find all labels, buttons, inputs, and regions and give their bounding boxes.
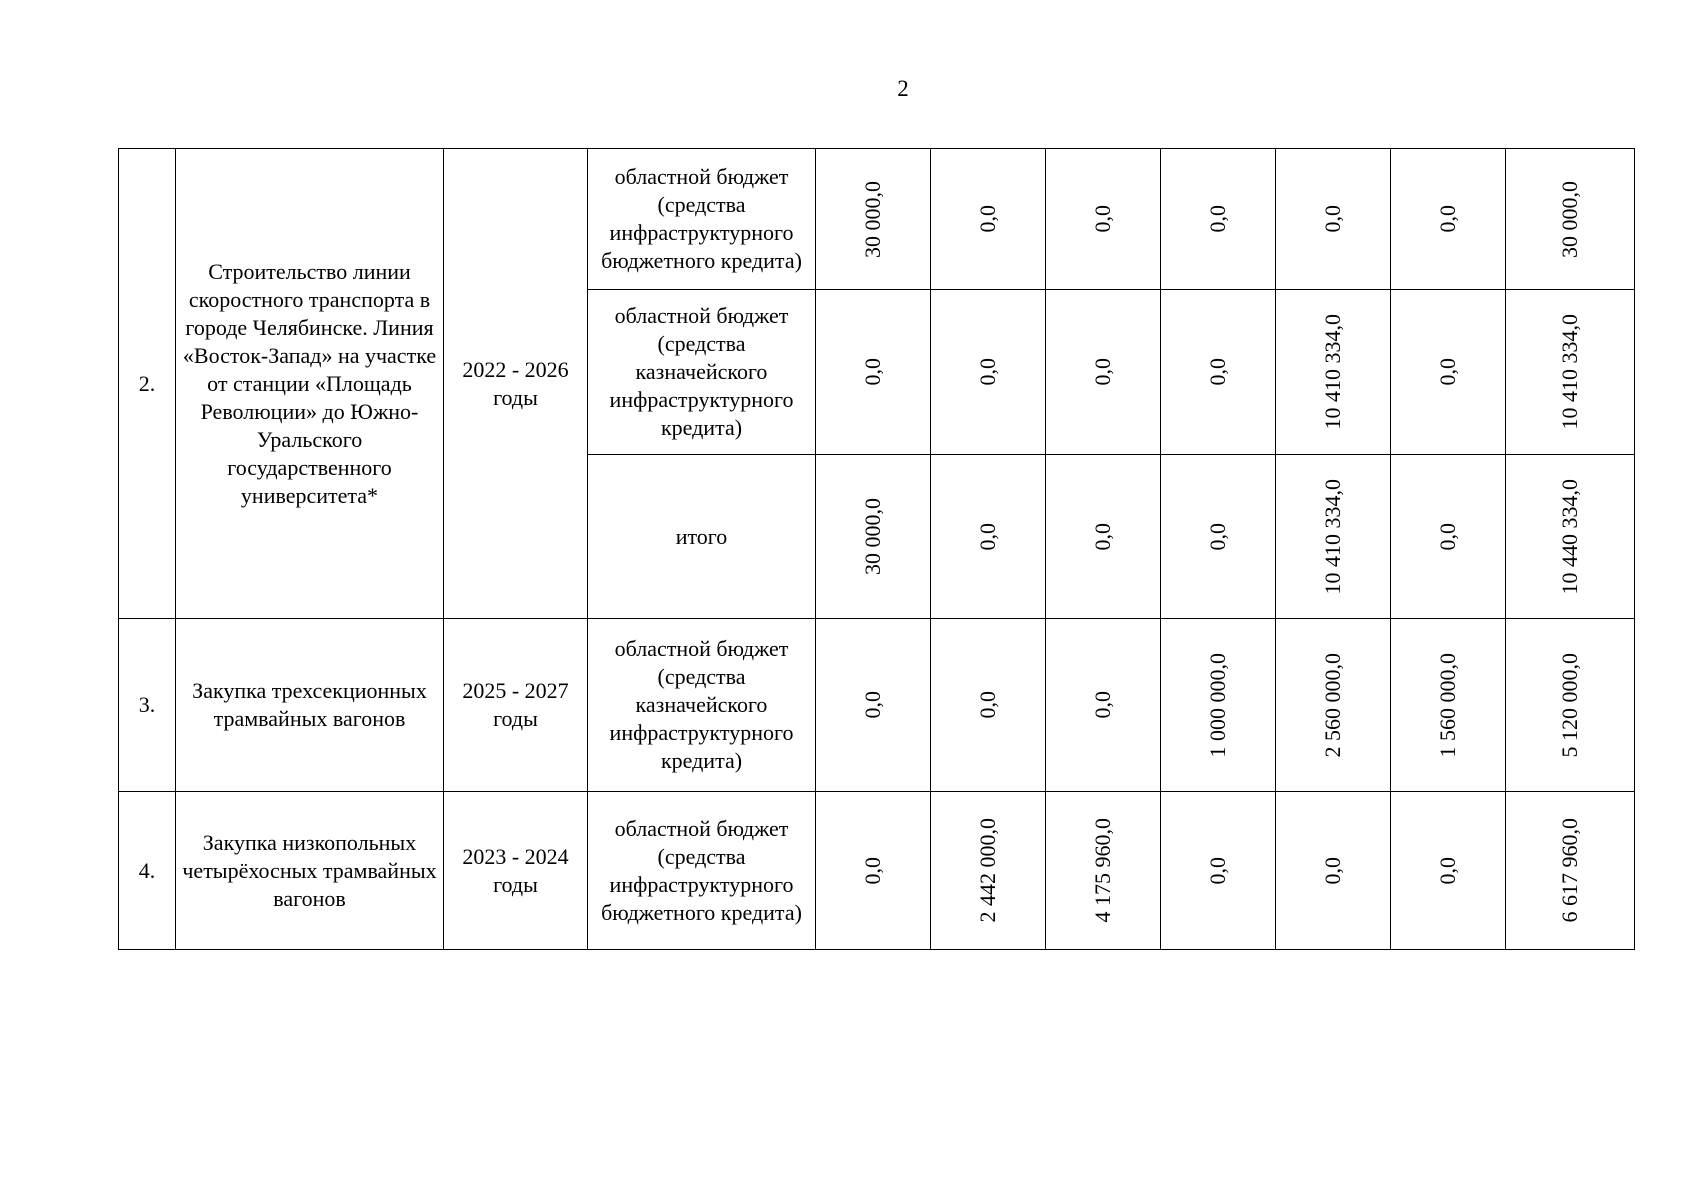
period <box>444 619 588 792</box>
value-text: 0,0 <box>1090 205 1115 233</box>
value-text: 0,0 <box>1435 856 1460 885</box>
project-name-text: Строительство линии скоростного транспорта в городе Челябинске. Линия «Восток-Запад» на участке от станции «Площадь Революции» до Южно-Уральского государственного университета* <box>182 258 437 508</box>
total-text: 6 617 960,0 <box>1557 818 1582 923</box>
value-cell <box>1161 290 1276 455</box>
table-row <box>119 619 1635 792</box>
value-text: 1 000 000,0 <box>1205 652 1230 758</box>
value-text: 0,0 <box>1435 522 1460 551</box>
period-text: 2023 - 2024 годы <box>462 843 569 897</box>
value-text: 0,0 <box>975 205 1000 233</box>
value-text: 10 410 334,0 <box>1320 478 1345 595</box>
project-name <box>176 619 444 792</box>
period-text: 2025 - 2027 годы <box>462 678 569 731</box>
row-number: 2. <box>119 149 176 619</box>
value-cell <box>816 149 931 290</box>
value-cell <box>931 290 1046 455</box>
value-cell <box>816 455 931 619</box>
value-text: 0,0 <box>975 522 1000 551</box>
funding-source <box>588 792 816 950</box>
total-cell <box>1506 455 1635 619</box>
row-number: 3. <box>119 619 176 792</box>
value-text: 0,0 <box>860 691 885 719</box>
funding-source-text: областной бюджет (средства инфраструктурного бюджетного кредита) <box>601 164 802 273</box>
value-cell <box>1391 455 1506 619</box>
value-cell <box>931 455 1046 619</box>
table-row <box>119 149 1635 290</box>
total-text: 30 000,0 <box>1557 180 1582 258</box>
page-number: 2 <box>897 76 909 101</box>
total-cell <box>1506 619 1635 792</box>
value-text: 0,0 <box>975 691 1000 719</box>
total-cell <box>1506 149 1635 290</box>
project-name-text: Закупка низкопольных четырёхосных трамвайных вагонов <box>182 829 437 911</box>
table-row <box>119 792 1635 950</box>
value-text: 0,0 <box>975 358 1000 386</box>
value-cell <box>1276 149 1391 290</box>
project-name-text: Закупка трехсекционных трамвайных вагонов <box>192 678 427 731</box>
value-cell <box>1046 149 1161 290</box>
value-cell <box>931 792 1046 950</box>
value-cell <box>1161 149 1276 290</box>
value-text: 0,0 <box>1205 522 1230 551</box>
total-text: 5 120 000,0 <box>1557 652 1582 758</box>
funding-source <box>588 149 816 290</box>
funding-source-text: областной бюджет (средства казначейского инфраструктурного кредита) <box>609 636 794 773</box>
value-text: 2 560 000,0 <box>1320 652 1345 758</box>
value-text: 0,0 <box>1205 358 1230 386</box>
value-cell <box>816 792 931 950</box>
value-text: 1 560 000,0 <box>1435 652 1460 758</box>
funding-source <box>588 290 816 455</box>
value-cell <box>1276 290 1391 455</box>
value-text: 0,0 <box>1435 358 1460 386</box>
value-cell <box>1276 619 1391 792</box>
value-text: 4 175 960,0 <box>1090 818 1115 923</box>
value-text: 30 000,0 <box>860 180 885 258</box>
value-cell <box>816 619 931 792</box>
value-text: 0,0 <box>1090 691 1115 719</box>
value-text: 0,0 <box>1090 522 1115 551</box>
funding-source-text: областной бюджет (средства казначейского инфраструктурного кредита) <box>609 303 794 440</box>
value-text: 10 410 334,0 <box>1320 314 1345 430</box>
value-text: 0,0 <box>860 856 885 885</box>
value-cell <box>931 619 1046 792</box>
value-text: 0,0 <box>860 358 885 386</box>
value-text: 30 000,0 <box>860 498 885 575</box>
value-text: 0,0 <box>1320 205 1345 233</box>
funding-source-text: областной бюджет (средства инфраструктурного бюджетного кредита) <box>601 815 802 925</box>
value-cell <box>1046 455 1161 619</box>
value-text: 0,0 <box>1435 205 1460 233</box>
value-cell <box>1161 619 1276 792</box>
period <box>444 792 588 950</box>
value-cell <box>1161 792 1276 950</box>
value-text: 0,0 <box>1205 205 1230 233</box>
value-cell <box>1391 619 1506 792</box>
total-text: 10 440 334,0 <box>1557 478 1582 595</box>
funding-source <box>588 619 816 792</box>
period <box>444 149 588 619</box>
value-text: 0,0 <box>1090 358 1115 386</box>
project-name <box>176 149 444 619</box>
funding-source-text: итого <box>675 523 728 549</box>
value-cell <box>1046 619 1161 792</box>
value-cell <box>1391 290 1506 455</box>
value-cell <box>816 290 931 455</box>
funding-source <box>588 455 816 619</box>
value-cell <box>1046 792 1161 950</box>
period-text: 2022 - 2026 годы <box>462 356 569 410</box>
value-cell <box>1046 290 1161 455</box>
project-name <box>176 792 444 950</box>
value-cell <box>1161 455 1276 619</box>
value-text: 0,0 <box>1320 856 1345 885</box>
value-cell <box>1276 455 1391 619</box>
budget-table <box>118 148 1635 950</box>
value-text: 2 442 000,0 <box>975 818 1000 923</box>
total-cell <box>1506 290 1635 455</box>
value-text: 0,0 <box>1205 856 1230 885</box>
value-cell <box>931 149 1046 290</box>
row-number: 4. <box>119 792 176 950</box>
value-cell <box>1276 792 1391 950</box>
value-cell <box>1391 792 1506 950</box>
value-cell <box>1391 149 1506 290</box>
total-cell <box>1506 792 1635 950</box>
total-text: 10 410 334,0 <box>1557 314 1582 430</box>
